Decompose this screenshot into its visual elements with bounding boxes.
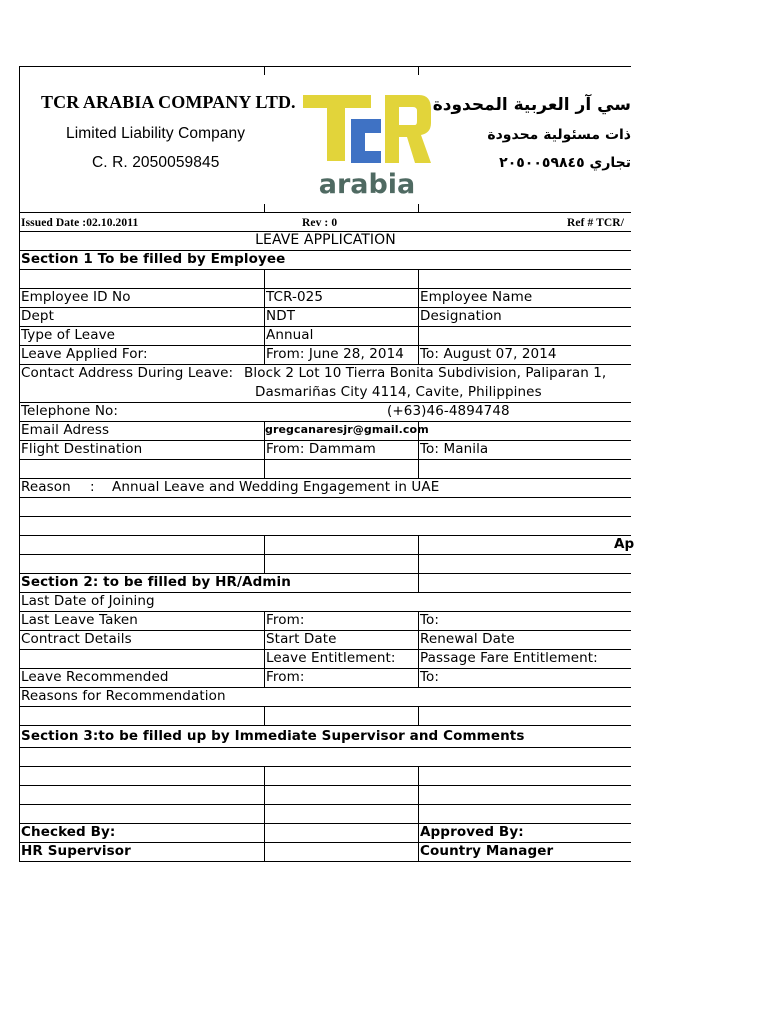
reason-label: Reason [21,479,71,495]
column-divider [264,535,265,573]
column-divider [264,611,265,687]
contact-address-line-1: Block 2 Lot 10 Tierra Bonita Subdivision, Paliparan 1, [244,365,607,381]
reason-value: Annual Leave and Wedding Engagement in UAE [112,479,440,495]
logo-wordmark: arabia [318,169,416,200]
column-divider [418,766,419,862]
company-name: TCR ARABIA COMPANY LTD. [41,92,296,112]
recommended-from: From: [266,669,305,685]
dept-value: NDT [266,308,296,324]
renewal-date-label: Renewal Date [420,631,515,647]
logo-t-stem [327,95,345,161]
revision: Rev : 0 [302,217,338,229]
approved-by-label: Approved By: [420,824,524,840]
telephone-label: Telephone No: [21,403,119,419]
employee-name-label: Employee Name [420,289,533,305]
section-3-heading: Section 3:to be filled up by Immediate Supervisor and Comments [21,728,525,744]
row-divider [20,554,631,555]
form-title: LEAVE APPLICATION [255,232,396,248]
logo-c-shape [351,119,381,163]
arabic-company-type: ذات مسئولية محدودة [487,127,631,143]
row-divider [20,516,631,517]
last-joining-label: Last Date of Joining [21,593,155,609]
column-divider [418,706,419,725]
row-divider [20,766,631,767]
employee-id-value: TCR-025 [266,289,324,305]
leave-entitlement-label: Leave Entitlement: [266,650,396,666]
row-divider [20,747,631,748]
email-label: Email Adress [21,422,110,438]
column-divider [264,706,265,725]
start-date-label: Start Date [266,631,337,647]
column-divider [418,573,419,592]
employee-id-label: Employee ID No [21,289,131,305]
row-divider [20,459,631,460]
contract-details-label: Contract Details [21,631,132,647]
row-divider [20,804,631,805]
last-leave-to: To: [420,612,440,628]
designation-label: Designation [420,308,502,324]
section-1-heading: Section 1 To be filled by Employee [21,251,286,267]
last-leave-from: From: [266,612,305,628]
section-2-heading: Section 2: to be filled by HR/Admin [21,574,291,590]
passage-fare-label: Passage Fare Entitlement: [420,650,598,666]
column-divider [264,269,265,364]
contact-address-line-2: Dasmariñas City 4114, Cavite, Philippines [255,384,542,400]
column-divider [418,269,419,364]
column-divider [418,611,419,687]
last-leave-label: Last Leave Taken [21,612,138,628]
row-divider [20,861,631,862]
flight-from-value: From: Dammam [266,441,376,457]
leave-recommended-label: Leave Recommended [21,669,169,685]
column-divider [264,766,265,862]
telephone-value: (+63)46-4894748 [387,403,510,419]
column-divider [418,204,419,212]
country-manager-label: Country Manager [420,843,554,859]
row-divider [20,212,631,213]
tcr-arabia-logo [303,93,433,203]
row-divider [20,785,631,786]
arabic-cr-number: تجاري ٢٠٥٠٠٥٩٨٤٥ [499,155,631,171]
dept-label: Dept [21,308,54,324]
company-type: Limited Liability Company [66,125,246,142]
column-divider [418,535,419,573]
checked-by-label: Checked By: [21,824,116,840]
reference-number: Ref # TCR/ [567,217,625,229]
company-cr-number: C. R. 2050059845 [92,154,220,171]
recommended-to: To: [420,669,440,685]
arabic-company-name: سي آر العربية المحدودة [432,95,631,115]
flight-destination-label: Flight Destination [21,441,143,457]
logo-r-shape [385,95,431,163]
leave-type-value: Annual [266,327,314,343]
issued-date: Issued Date :02.10.2011 [21,217,139,229]
row-divider [20,497,631,498]
row-divider [20,307,631,308]
applicant-signature-label: Ap [614,536,635,552]
column-divider [264,67,265,75]
email-value: gregcanaresjr@gmail.com [265,423,429,436]
leave-applied-label: Leave Applied For: [21,346,148,362]
reasons-recommendation-label: Reasons for Recommendation [21,688,226,704]
contact-address-label: Contact Address During Leave: [21,365,234,381]
reason-separator: : [90,479,95,495]
hr-supervisor-label: HR Supervisor [21,843,131,859]
column-divider [418,67,419,75]
leave-type-label: Type of Leave [21,327,116,343]
row-divider [20,725,631,726]
leave-application-form [19,66,635,862]
column-divider [264,204,265,212]
leave-to-value: To: August 07, 2014 [420,346,557,362]
flight-to-value: To: Manila [420,441,489,457]
row-divider [20,706,631,707]
row-divider [20,535,631,536]
row-divider [20,269,631,270]
leave-from-value: From: June 28, 2014 [266,346,404,362]
